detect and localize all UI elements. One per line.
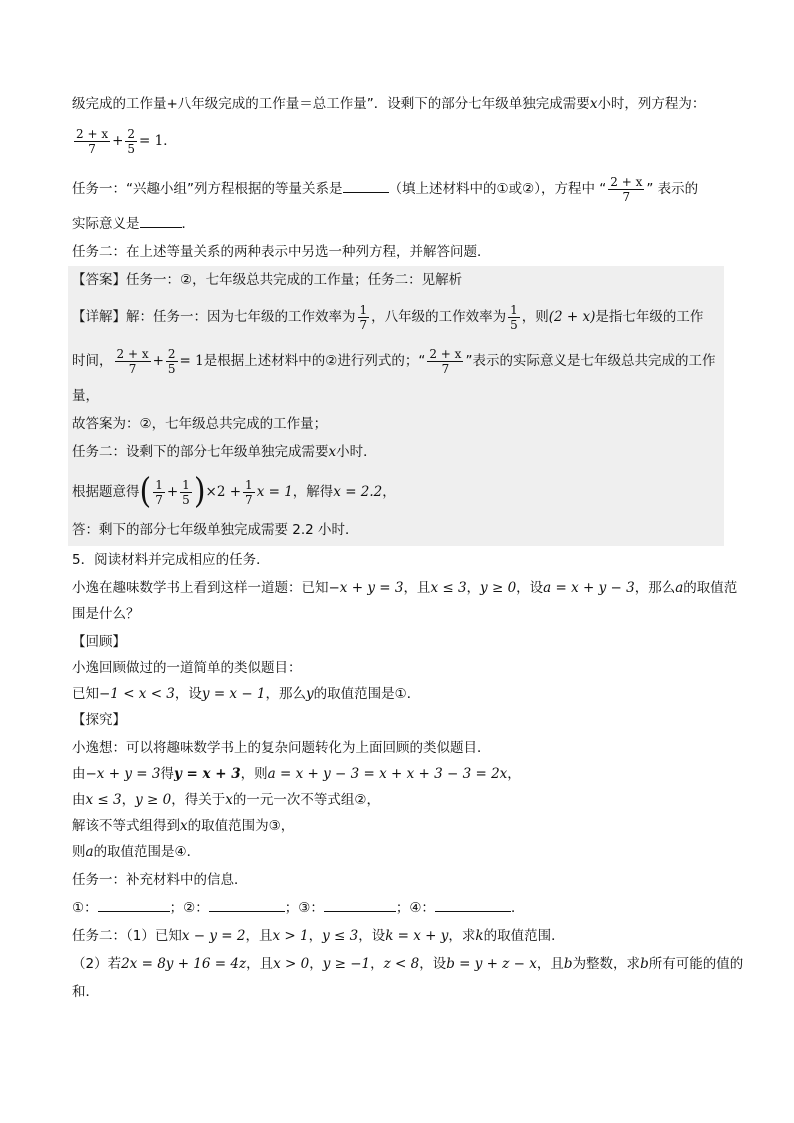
detail-label: 【详解】 — [72, 309, 126, 325]
answer-blank-1 — [98, 899, 170, 912]
task2-question: 任务二：在上述等量关系的两种表示中另选一种列方程，并解答问题． — [72, 244, 491, 260]
task2-part1: 任务二：（1）已知x − y = 2，且x > 1，y ≤ 3，设k = x + y，求k的取值范围． — [72, 928, 565, 944]
task1-instruction: 任务一：补充材料中的信息． — [72, 872, 248, 888]
review-line-2: 已知−1 < x < 3，设y = x − 1，那么y的取值范围是①． — [72, 686, 421, 702]
fraction: $\frac{1}{7}$ — [245, 477, 253, 507]
explore-label: 【探究】 — [72, 712, 126, 728]
fill-blanks-line: ①： ；②： ；③： ；④： ． — [72, 900, 525, 916]
detail-line-5: 任务二：设剩下的部分七年级单独完成需要x小时． — [72, 444, 377, 460]
fraction: $\frac{2 + x}{7}$ — [76, 126, 109, 156]
fraction: $\frac{2}{5}$ — [167, 346, 176, 376]
q5-para1: 小逸在趣味数学书上看到这样一道题：已知−x + y = 3，且x ≤ 3，y ≥ 0，设a = x + y − 3，那么a的取值范 — [72, 580, 738, 596]
explore-line-4: 解该不等式组得到x的取值范围为③， — [72, 818, 295, 834]
answer-blank — [140, 215, 182, 228]
answer-label: 【答案】 — [72, 272, 126, 288]
answer-blank-3 — [324, 899, 396, 912]
task2-part2-line2: 和． — [72, 984, 99, 1000]
explore-line-3: 由x ≤ 3，y ≥ 0，得关于x的一元一次不等式组②， — [72, 792, 380, 808]
task1-question-line2: 实际意义是 ． — [72, 216, 195, 232]
answer-blank-2 — [209, 899, 285, 912]
review-label: 【回顾】 — [72, 634, 126, 650]
fraction: $\frac{1}{7}$ — [155, 477, 163, 507]
explore-line-5: 则a的取值范围是④． — [72, 844, 201, 860]
fraction: $\frac{1}{7}$ — [359, 302, 368, 332]
task2-part2: （2）若2x = 8y + 16 = 4z，且x > 0，y ≥ −1，z < 8，设b = y + z − x，且b为整数，求b所有可能的值的 — [72, 956, 744, 972]
explore-line-2: 由−x + y = 3得y = x + 3，则a = x + y − 3 = x + x + 3 − 3 = 2x， — [72, 766, 521, 782]
fraction: $\frac{2 + x}{7}$ — [429, 346, 462, 376]
detail-line-6: 根据题意得( $\frac{1}{7}$ + $\frac{1}{5}$ )×2 + $\frac{1}{7}$ x = 1，解得x = 2.2， — [72, 471, 396, 512]
detail-line-7: 答：剩下的部分七年级单独完成需要 2.2 小时． — [72, 522, 359, 538]
review-line-1: 小逸回顾做过的一道简单的类似题目： — [72, 660, 302, 676]
explore-line-1: 小逸想：可以将趣味数学书上的复杂问题转化为上面回顾的类似题目． — [72, 740, 491, 756]
detail-line-3: 量， — [72, 388, 99, 404]
intro-equation: $\frac{2 + x}{7}$ + $\frac{2}{5}$ = 1． — [76, 126, 177, 156]
q5-title: 5．阅读材料并完成相应的任务． — [72, 552, 270, 568]
detail-line-1: 【详解】解：任务一：因为七年级的工作效率为 $\frac{1}{7}$ ，八年级的工作效率为 $\frac{1}{5}$ ，则(2 + x)是指七年级的工作 — [72, 302, 704, 332]
fraction: $\frac{2}{5}$ — [127, 126, 136, 156]
fraction: $\frac{1}{5}$ — [182, 477, 190, 507]
detail-line-2: 时间， $\frac{2 + x}{7}$ + $\frac{2}{5}$ = 1是根据上述材料中的②进行列式的；“ $\frac{2 + x}{7}$ ”表示的实际意义是七年级总共完成的工作 — [72, 346, 716, 376]
q5-para1-line2: 围是什么？ — [72, 606, 140, 622]
fraction: $\frac{2 + x}{7}$ — [610, 174, 643, 204]
fraction: $\frac{1}{5}$ — [510, 302, 518, 332]
answer-line: 【答案】任务一：②，七年级总共完成的工作量；任务二：见解析 — [72, 272, 463, 288]
fraction: $\frac{2 + x}{7}$ — [116, 346, 149, 376]
answer-blank-4 — [435, 899, 511, 912]
task1-question: 任务一：“兴趣小组”列方程根据的等量关系是 （填上述材料中的①或②），方程中 “ $\frac{2 + x}{7}$ ” 表示的 — [72, 174, 699, 204]
answer-blank — [343, 180, 389, 193]
intro-line: 级完成的工作量+八年级完成的工作量＝总工作量”．设剩下的部分七年级单独完成需要x小时，列方程为： — [72, 96, 706, 112]
detail-line-4: 故答案为：②，七年级总共完成的工作量； — [72, 416, 328, 432]
